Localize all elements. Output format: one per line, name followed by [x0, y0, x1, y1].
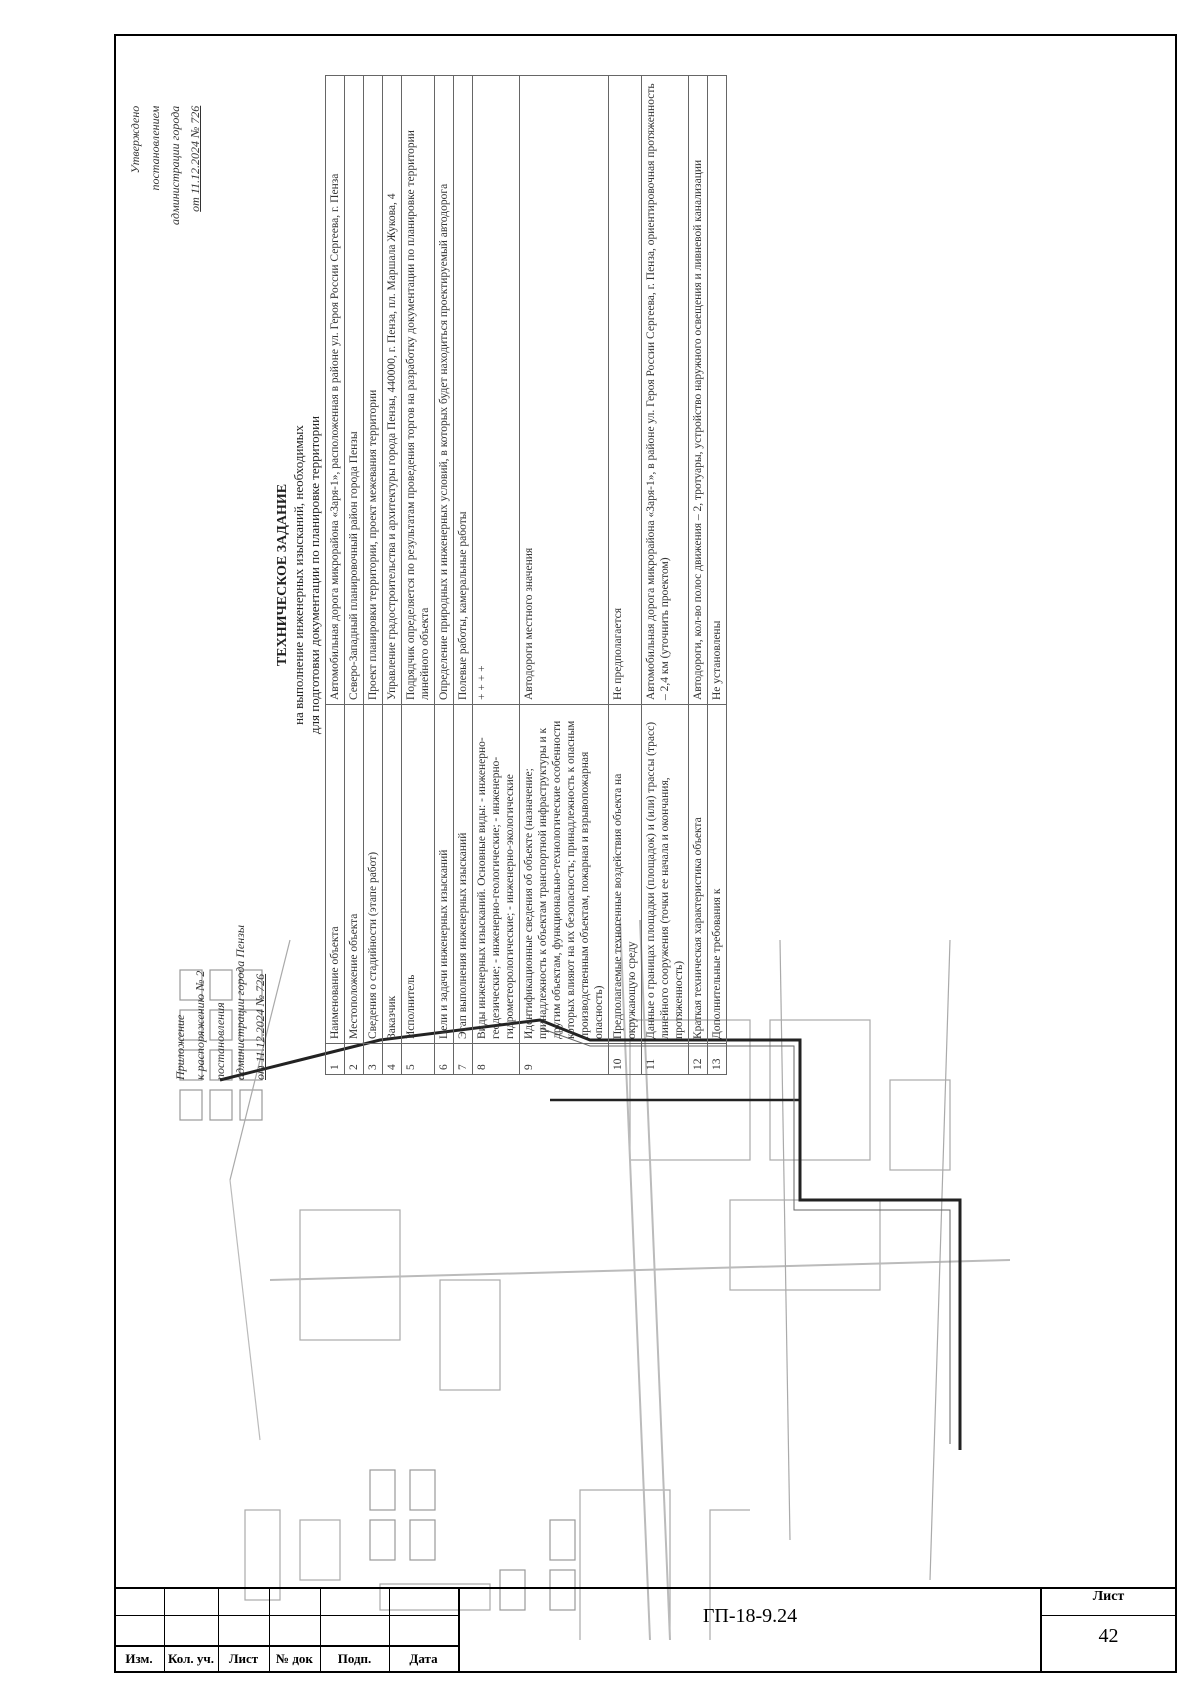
doc-subtitle-1: на выполнение инженерных изысканий, необходимых: [291, 425, 306, 725]
spec-cell-k: Сведения о стадийности (этапе работ): [364, 705, 383, 1044]
doc-title: ТЕХНИЧЕСКОЕ ЗАДАНИЕ: [275, 483, 290, 667]
spec-row: [364, 76, 383, 1075]
spec-cell-n: 9: [520, 1044, 609, 1075]
spec-cell-n: 8: [473, 1044, 520, 1075]
spec-cell-v: Не установлены: [708, 76, 727, 705]
stamp-header: Кол. уч.: [168, 1651, 214, 1666]
spec-cell-k: Краткая техническая характеристика объекта: [689, 705, 708, 1044]
spec-row: [609, 76, 642, 1075]
spec-cell-v: Автодороги местного значения: [520, 76, 609, 705]
spec-cell-k: Этап выполнения инженерных изысканий: [454, 705, 473, 1044]
spec-row: [473, 76, 520, 1075]
spec-cell-n: 5: [402, 1044, 435, 1075]
document-code: ГП-18-9.24: [702, 1605, 798, 1627]
title-block-stamp: [114, 1587, 1177, 1673]
spec-cell-k: Заказчик: [383, 705, 402, 1044]
spec-row: [326, 76, 345, 1075]
spec-cell-v: Полевые работы, камеральные работы: [454, 76, 473, 705]
spec-cell-k: Местоположение объекта: [345, 705, 364, 1044]
spec-cell-v: Подрядчик определяется по результатам проведения торгов на разработку документации по планировке территории линейного объекта: [402, 76, 435, 705]
stamp-header: Подп.: [337, 1651, 372, 1666]
spec-cell-n: 7: [454, 1044, 473, 1075]
spec-cell-v: + + + +: [473, 76, 520, 705]
spec-row: [435, 76, 454, 1075]
spec-cell-k: Дополнительные требования к: [708, 705, 727, 1044]
spec-cell-v: Проект планировки территории, проект межевания территории: [364, 76, 383, 705]
spec-cell-v: Не предполагается: [609, 76, 642, 705]
spec-row: [708, 76, 727, 1075]
spec-cell-n: 13: [708, 1044, 727, 1075]
spec-row: [642, 76, 689, 1075]
spec-cell-v: Автодороги, кол-во полос движения – 2, тротуары, устройство наружного освещения и ливневой канализации: [689, 76, 708, 705]
spec-cell-k: Данные о границах площадки (площадок) и (или) трассы (трасс) линейного сооружения (точки ее начала и окончания, протяженность): [642, 705, 689, 1044]
spec-row: [689, 76, 708, 1075]
sheet-label: Лист: [1092, 1589, 1125, 1604]
spec-cell-n: 2: [345, 1044, 364, 1075]
spec-cell-v: Управление градостроительства и архитектуры города Пензы, 440000, г. Пенза, пл. Маршала Жукова, 4: [383, 76, 402, 705]
spec-cell-n: 3: [364, 1044, 383, 1075]
stamp-header: № док: [276, 1651, 313, 1666]
spec-row: [402, 76, 435, 1075]
stamp-header: Изм.: [125, 1651, 153, 1666]
spec-cell-n: 1: [326, 1044, 345, 1075]
spec-row: [454, 76, 473, 1075]
spec-cell-k: Виды инженерных изысканий. Основные виды: - инженерно-геодезические; - инженерно-геологические; - инженерно-гидрометеорологические; - инженерно-экологические: [473, 705, 520, 1044]
stamp-header: Дата: [409, 1651, 438, 1666]
spec-cell-n: 6: [435, 1044, 454, 1075]
stamp-header: Лист: [228, 1651, 259, 1666]
map-approval-stamp: Приложение к распоряжению № 2 постановления администрации города Пензы от 11.12.2024 № 726: [173, 924, 267, 1080]
spec-table: [325, 75, 727, 1075]
spec-cell-v: Автомобильная дорога микрорайона «Заря-1», расположенная в районе ул. Героя России Сергеева, г. Пенза: [326, 76, 345, 705]
spec-cell-v: Северо-Западный планировочный район города Пензы: [345, 76, 364, 705]
spec-cell-k: Идентификационные сведения об объекте (назначение; принадлежность к объектам транспортной инфраструктуры и к другим объектам, функционально-технологические особенности которых влияют на их безопасность; принадлежность к опасным производственным объектам, пожарная и взрывопожарная опасность): [520, 705, 609, 1044]
spec-cell-k: Цели и задачи инженерных изысканий: [435, 705, 454, 1044]
spec-row: [345, 76, 364, 1075]
spec-row: [520, 76, 609, 1075]
spec-cell-n: 11: [642, 1044, 689, 1075]
spec-cell-n: 12: [689, 1044, 708, 1075]
doc-subtitle-2: для подготовки документации по планировке территории: [307, 415, 322, 735]
spec-cell-v: Определение природных и инженерных условий, в которых будет находиться проектируемый автодорога: [435, 76, 454, 705]
doc-title-block: [275, 165, 323, 985]
doc-approval-stamp: Утверждено постановлением администрации города от 11.12.2024 № 726: [128, 105, 202, 225]
spec-cell-k: Исполнитель: [402, 705, 435, 1044]
spec-cell-n: 10: [609, 1044, 642, 1075]
spec-cell-k: Наименование объекта: [326, 705, 345, 1044]
sheet-number: 42: [1098, 1625, 1119, 1647]
spec-row: [383, 76, 402, 1075]
spec-cell-v: Автомобильная дорога микрорайона «Заря-1», в районе ул. Героя России Сергеева, г. Пенза, ориентировочная протяженность – 2,4 км (уточнить проектом): [642, 76, 689, 705]
spec-cell-k: Предполагаемые техногенные воздействия объекта на окружающую среду: [609, 705, 642, 1044]
spec-cell-n: 4: [383, 1044, 402, 1075]
